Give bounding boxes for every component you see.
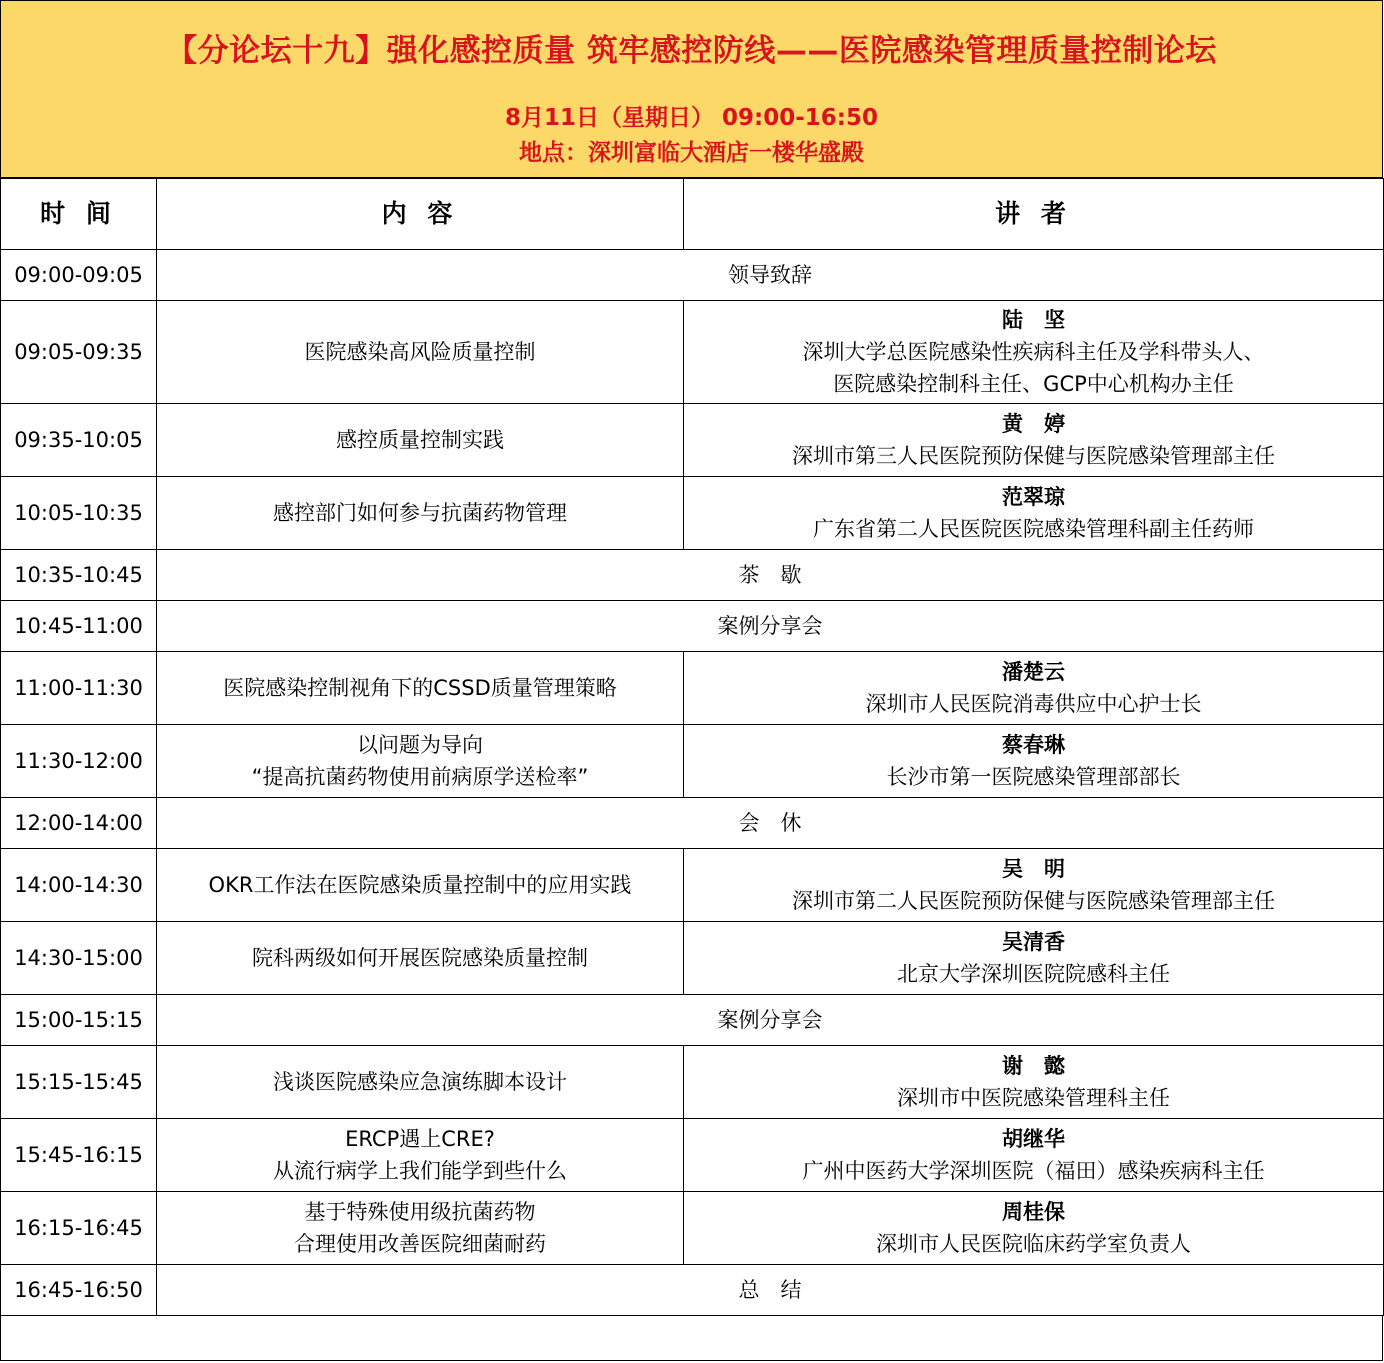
- speaker-title: 北京大学深圳医院院感科主任: [897, 962, 1170, 986]
- forum-title: 【分论坛十九】强化感控质量 筑牢感控防线——医院感染管理质量控制论坛: [166, 33, 1217, 69]
- time-cell: 09:35-10:05: [1, 404, 157, 477]
- table-row: [1, 922, 1384, 995]
- speaker-name: 范翠琼: [1002, 485, 1065, 509]
- topic-line: “提高抗菌药物使用前病原学送检率”: [251, 765, 589, 789]
- table-row: [1, 250, 1384, 301]
- time-cell: 15:15-15:45: [1, 1046, 157, 1119]
- column-header-speaker: 讲 者: [684, 179, 1384, 250]
- topic-cell: [157, 652, 684, 725]
- time-cell: 09:00-09:05: [1, 250, 157, 301]
- time-cell: 10:35-10:45: [1, 550, 157, 601]
- header-row: [1, 179, 1384, 250]
- speaker-cell: [684, 404, 1384, 477]
- speaker-title: 医院感染控制科主任、GCP中心机构办主任: [833, 372, 1234, 396]
- time-cell: 11:00-11:30: [1, 652, 157, 725]
- topic-cell: [157, 301, 684, 404]
- table-row: [1, 798, 1384, 849]
- speaker-title: 深圳市人民医院临床药学室负责人: [876, 1232, 1191, 1256]
- speaker-cell: [684, 1046, 1384, 1119]
- forum-venue: 地点：深圳富临大酒店一楼华盛殿: [519, 140, 864, 166]
- topic-line: 医院感染高风险质量控制: [304, 340, 536, 364]
- time-cell: 09:05-09:35: [1, 301, 157, 404]
- topic-cell: [157, 849, 684, 922]
- session-cell: 总 结: [157, 1265, 1384, 1316]
- speaker-name: 陆 坚: [1002, 308, 1065, 332]
- speaker-title: 深圳市第三人民医院预防保健与医院感染管理部主任: [792, 444, 1275, 468]
- schedule-table: [0, 178, 1384, 1316]
- table-row: [1, 1192, 1384, 1265]
- table-row: [1, 849, 1384, 922]
- topic-line: 浅谈医院感染应急演练脚本设计: [273, 1070, 567, 1094]
- topic-line: 感控部门如何参与抗菌药物管理: [273, 501, 567, 525]
- speaker-cell: [684, 301, 1384, 404]
- speaker-cell: [684, 725, 1384, 798]
- topic-cell: [157, 1192, 684, 1265]
- speaker-cell: [684, 849, 1384, 922]
- topic-cell: [157, 477, 684, 550]
- speaker-cell: [684, 1192, 1384, 1265]
- time-cell: 14:00-14:30: [1, 849, 157, 922]
- table-row: [1, 601, 1384, 652]
- table-row: [1, 1265, 1384, 1316]
- speaker-name: 吴 明: [1002, 857, 1065, 881]
- topic-line: 从流行病学上我们能学到些什么: [273, 1159, 567, 1183]
- table-footer-space: [0, 1315, 1383, 1361]
- topic-line: 基于特殊使用级抗菌药物: [304, 1200, 536, 1224]
- time-cell: 15:45-16:15: [1, 1119, 157, 1192]
- speaker-cell: [684, 477, 1384, 550]
- topic-line: 感控质量控制实践: [336, 428, 504, 452]
- speaker-name: 黄 婷: [1002, 412, 1065, 436]
- topic-line: 合理使用改善医院细菌耐药: [294, 1232, 546, 1256]
- speaker-title: 广州中医药大学深圳医院（福田）感染疾病科主任: [802, 1159, 1265, 1183]
- speaker-title: 深圳市中医院感染管理科主任: [897, 1086, 1170, 1110]
- table-row: [1, 1119, 1384, 1192]
- forum-date: 8月11日（星期日） 09:00-16:50: [505, 105, 878, 131]
- table-row: [1, 652, 1384, 725]
- time-cell: 16:45-16:50: [1, 1265, 157, 1316]
- topic-line: 以问题为导向: [357, 733, 483, 757]
- column-header-content: 内 容: [157, 179, 684, 250]
- speaker-title: 长沙市第一医院感染管理部部长: [886, 765, 1181, 789]
- speaker-title: 深圳市第二人民医院预防保健与医院感染管理部主任: [792, 889, 1275, 913]
- topic-line: OKR工作法在医院感染质量控制中的应用实践: [208, 873, 632, 897]
- table-row: [1, 550, 1384, 601]
- time-cell: 11:30-12:00: [1, 725, 157, 798]
- topic-line: ERCP遇上CRE?: [345, 1127, 495, 1151]
- speaker-title: 深圳市人民医院消毒供应中心护士长: [865, 692, 1202, 716]
- session-cell: 案例分享会: [157, 995, 1384, 1046]
- table-row: [1, 725, 1384, 798]
- schedule-body: [1, 250, 1384, 1316]
- speaker-name: 吴清香: [1002, 930, 1065, 954]
- session-cell: 会 休: [157, 798, 1384, 849]
- table-row: [1, 404, 1384, 477]
- topic-cell: [157, 1046, 684, 1119]
- speaker-title: 广东省第二人民医院医院感染管理科副主任药师: [813, 517, 1254, 541]
- time-cell: 12:00-14:00: [1, 798, 157, 849]
- forum-header: [0, 0, 1383, 178]
- time-cell: 14:30-15:00: [1, 922, 157, 995]
- topic-cell: [157, 725, 684, 798]
- speaker-cell: [684, 922, 1384, 995]
- speaker-cell: [684, 652, 1384, 725]
- time-cell: 10:45-11:00: [1, 601, 157, 652]
- speaker-name: 谢 懿: [1002, 1054, 1065, 1078]
- time-cell: 16:15-16:45: [1, 1192, 157, 1265]
- topic-cell: [157, 404, 684, 477]
- column-header-time: 时 间: [1, 179, 157, 250]
- session-cell: 案例分享会: [157, 601, 1384, 652]
- topic-line: 医院感染控制视角下的CSSD质量管理策略: [223, 676, 617, 700]
- time-cell: 10:05-10:35: [1, 477, 157, 550]
- session-cell: 领导致辞: [157, 250, 1384, 301]
- speaker-name: 蔡春琳: [1002, 733, 1065, 757]
- table-row: [1, 1046, 1384, 1119]
- table-row: [1, 995, 1384, 1046]
- speaker-title: 深圳大学总医院感染性疾病科主任及学科带头人、: [802, 340, 1265, 364]
- speaker-name: 潘楚云: [1002, 660, 1065, 684]
- table-row: [1, 477, 1384, 550]
- topic-line: 院科两级如何开展医院感染质量控制: [252, 946, 588, 970]
- speaker-cell: [684, 1119, 1384, 1192]
- speaker-name: 胡继华: [1002, 1127, 1065, 1151]
- time-cell: 15:00-15:15: [1, 995, 157, 1046]
- speaker-name: 周桂保: [1002, 1200, 1065, 1224]
- session-cell: 茶 歇: [157, 550, 1384, 601]
- topic-cell: [157, 1119, 684, 1192]
- table-row: [1, 301, 1384, 404]
- topic-cell: [157, 922, 684, 995]
